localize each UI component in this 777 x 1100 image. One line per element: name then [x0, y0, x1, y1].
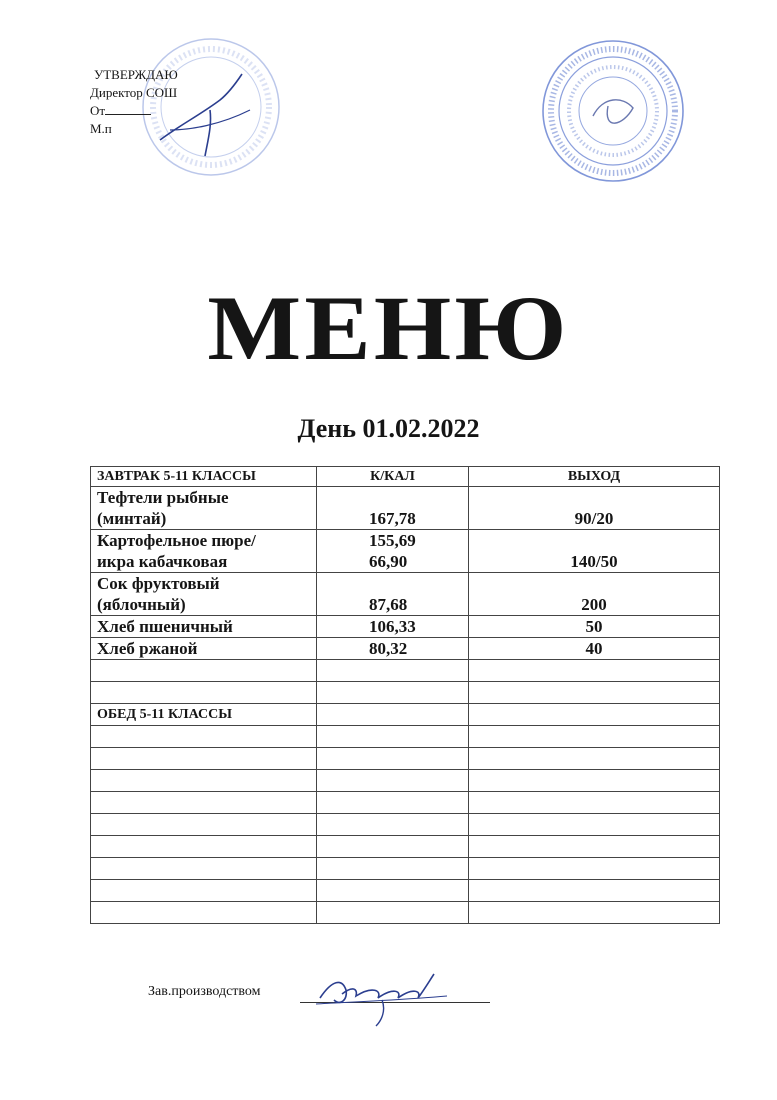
- empty-row: [91, 902, 720, 924]
- dish-name: Хлеб ржаной: [91, 638, 317, 660]
- dish-name: [91, 573, 317, 616]
- empty-cell: [91, 770, 317, 792]
- empty-cell: [91, 660, 317, 682]
- empty-cell: [469, 704, 720, 726]
- empty-cell: [469, 792, 720, 814]
- manager-signature: [312, 960, 452, 1030]
- dish-name-line1: Тефтели рыбные: [97, 488, 229, 507]
- empty-cell: [317, 902, 469, 924]
- dish-name: Хлеб пшеничный: [91, 616, 317, 638]
- dish-kcal: 80,32: [317, 638, 469, 660]
- header-breakfast: ЗАВТРАК 5-11 КЛАССЫ: [91, 467, 317, 487]
- dish-output: 50: [469, 616, 720, 638]
- director-signature: [150, 70, 260, 160]
- empty-cell: [91, 836, 317, 858]
- empty-cell: [91, 902, 317, 924]
- empty-cell: [91, 682, 317, 704]
- empty-cell: [317, 770, 469, 792]
- empty-cell: [317, 792, 469, 814]
- empty-cell: [317, 880, 469, 902]
- table-row: [91, 530, 720, 573]
- dish-kcal: [317, 573, 469, 616]
- dish-kcal: [317, 487, 469, 530]
- dish-kcal-line2: 167,78: [369, 509, 416, 528]
- empty-cell: [91, 748, 317, 770]
- header-kcal: К/КАЛ: [317, 467, 469, 487]
- empty-cell: [317, 814, 469, 836]
- empty-row: [91, 726, 720, 748]
- empty-cell: [469, 880, 720, 902]
- empty-row: [91, 792, 720, 814]
- table-row: [91, 573, 720, 616]
- dish-output: 90/20: [469, 487, 720, 530]
- empty-cell: [317, 682, 469, 704]
- table-row: [91, 616, 720, 638]
- table-header-row: [91, 467, 720, 487]
- empty-cell: [317, 748, 469, 770]
- empty-cell: [317, 726, 469, 748]
- empty-cell: [317, 858, 469, 880]
- dish-name-line2: икра кабачковая: [97, 552, 228, 571]
- dish-kcal-line1: 155,69: [369, 531, 416, 550]
- empty-cell: [91, 814, 317, 836]
- menu-table: [90, 466, 720, 924]
- empty-row: [91, 858, 720, 880]
- dish-name-line1: Картофельное пюре/: [97, 531, 256, 550]
- dish-kcal-line2: 87,68: [369, 595, 408, 614]
- dish-name: [91, 487, 317, 530]
- dish-name-line1: Сок фруктовый: [97, 574, 220, 593]
- footer-label: Зав.производством: [148, 984, 261, 999]
- empty-cell: [469, 858, 720, 880]
- empty-cell: [91, 726, 317, 748]
- stamp-right: [538, 36, 688, 186]
- empty-cell: [469, 814, 720, 836]
- empty-cell: [469, 726, 720, 748]
- dish-output: 200: [469, 573, 720, 616]
- empty-row: [91, 770, 720, 792]
- empty-row: [91, 836, 720, 858]
- empty-row: [91, 682, 720, 704]
- approval-from-label: От: [90, 103, 106, 118]
- empty-cell: [469, 770, 720, 792]
- dish-output: 140/50: [469, 530, 720, 573]
- header-output: ВЫХОД: [469, 467, 720, 487]
- empty-cell: [317, 704, 469, 726]
- lunch-header-row: [91, 704, 720, 726]
- empty-row: [91, 660, 720, 682]
- empty-cell: [317, 836, 469, 858]
- approval-director: Директор СОШ: [90, 85, 178, 100]
- empty-cell: [91, 880, 317, 902]
- dish-name-line2: (минтай): [97, 509, 167, 528]
- dish-kcal: [317, 530, 469, 573]
- approval-title: УТВЕРЖДАЮ: [94, 67, 178, 82]
- empty-cell: [317, 660, 469, 682]
- dish-name: [91, 530, 317, 573]
- empty-cell: [469, 748, 720, 770]
- lunch-header: ОБЕД 5-11 КЛАССЫ: [91, 704, 317, 726]
- table-row: [91, 487, 720, 530]
- empty-row: [91, 748, 720, 770]
- empty-cell: [469, 836, 720, 858]
- approval-mp: М.п: [90, 121, 112, 136]
- dish-kcal: 106,33: [317, 616, 469, 638]
- approval-from-blank: [105, 102, 151, 115]
- table-row: [91, 638, 720, 660]
- empty-cell: [91, 792, 317, 814]
- empty-cell: [469, 660, 720, 682]
- empty-row: [91, 880, 720, 902]
- empty-cell: [91, 858, 317, 880]
- dish-name-line2: (яблочный): [97, 595, 186, 614]
- page-title: МЕНЮ: [207, 277, 570, 379]
- dish-kcal-line2: 66,90: [369, 552, 408, 571]
- empty-row: [91, 814, 720, 836]
- empty-cell: [469, 682, 720, 704]
- empty-cell: [469, 902, 720, 924]
- menu-date: День 01.02.2022: [297, 414, 480, 443]
- dish-output: 40: [469, 638, 720, 660]
